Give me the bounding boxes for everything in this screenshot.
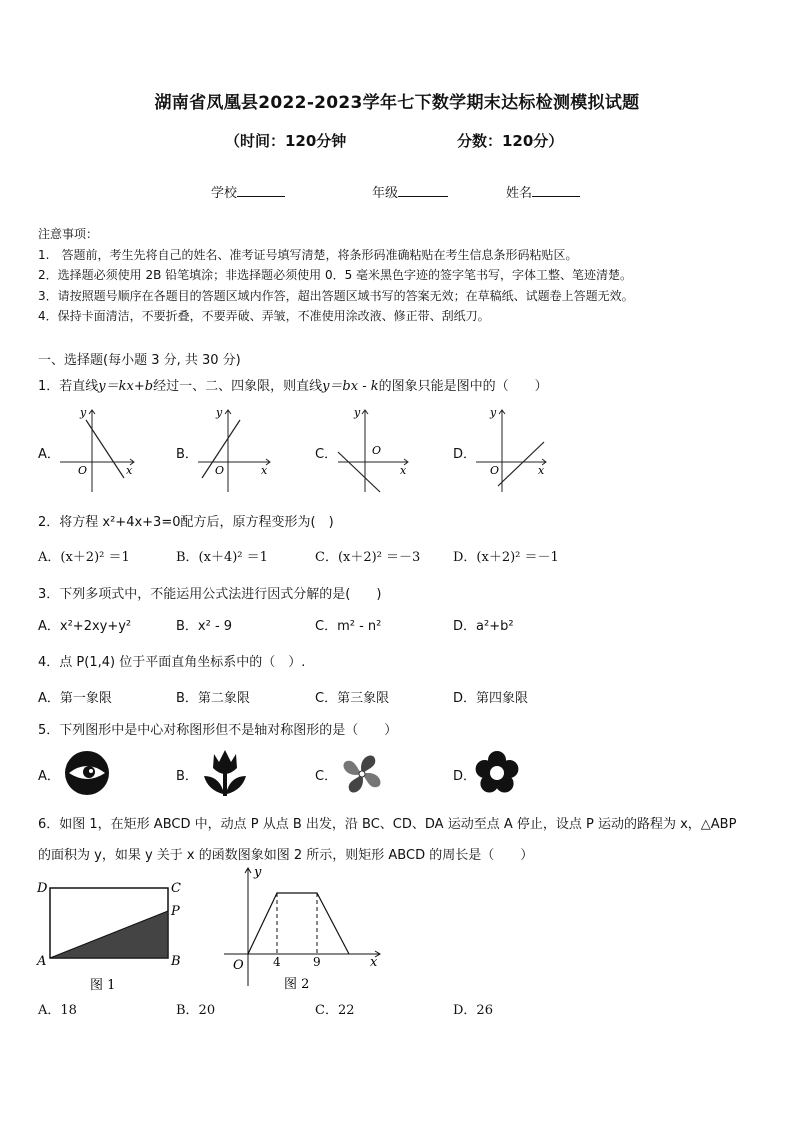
notice-heading: 注意事项：	[38, 227, 99, 241]
q6-option-a[interactable]: A．18	[38, 1003, 77, 1018]
q1-b-x-label: x	[261, 464, 268, 477]
q4-option-d[interactable]: D．第四象限	[453, 691, 529, 706]
question-4: 4．点 P(1,4) 位于平面直角坐标系中的（ ）.	[38, 655, 306, 670]
q1-c-y-label: y	[354, 406, 361, 419]
page-title: 湖南省凤凰县2022-2023学年七下数学期末达标检测模拟试题	[154, 93, 640, 113]
q1-graph-a[interactable]	[60, 404, 140, 494]
grade-blank[interactable]	[398, 184, 448, 197]
q2-option-c[interactable]: C．(x＋2)² ＝－3	[315, 550, 421, 565]
q2-option-b[interactable]: B．(x＋4)² ＝1	[176, 550, 268, 565]
exam-score: 分数：120分）	[457, 132, 564, 150]
q1-a-origin: O	[78, 464, 88, 477]
grade-field	[372, 182, 448, 201]
q6-fig2-y-label: y	[254, 865, 262, 880]
q2-option-a[interactable]: A．(x＋2)² ＝1	[38, 550, 130, 565]
q6-fig2-x-label: x	[370, 955, 378, 970]
q5-option-c-label[interactable]: C．	[315, 769, 338, 784]
q6-figure-2-caption: 图 2	[284, 977, 310, 992]
q1-equation-1: y＝kx+b	[98, 379, 154, 394]
q6-option-b[interactable]: B．20	[176, 1003, 216, 1018]
school-blank[interactable]	[237, 184, 285, 197]
q3-option-d[interactable]: D．a²+b²	[453, 619, 514, 634]
notice-item: 1. 答题前，考生先将自己的姓名、准考证号填写清楚，将条形码准确粘贴在考生信息条形码粘贴区。	[38, 248, 578, 262]
q1-option-b-label[interactable]: B．	[176, 447, 198, 462]
q4-option-b[interactable]: B．第二象限	[176, 691, 250, 706]
q2-option-d[interactable]: D．(x＋2)² ＝－1	[453, 550, 559, 565]
q1-option-d-label[interactable]: D．	[453, 447, 477, 462]
q1-d-x-label: x	[538, 464, 545, 477]
name-label: 姓名	[506, 186, 533, 201]
q1-text-mid: 经过一、二、四象限，则直线	[153, 379, 323, 394]
question-5: 5．下列图形中是中心对称图形但不是轴对称图形的是（ ）	[38, 723, 398, 738]
q6-figure-2	[224, 862, 389, 996]
q5-option-b-label[interactable]: B．	[176, 769, 198, 784]
q5-figure-a-icon[interactable]	[63, 749, 111, 797]
q6-label-b: B	[171, 954, 181, 969]
q6-option-d[interactable]: D．26	[453, 1003, 493, 1018]
q1-equation-2: y＝bx - k	[322, 379, 379, 394]
q1-c-x-label: x	[400, 464, 407, 477]
school-field	[211, 182, 285, 201]
q1-d-origin: O	[490, 464, 500, 477]
q6-figure-1-caption: 图 1	[90, 978, 116, 993]
school-label: 学校	[211, 186, 238, 201]
q1-graph-c[interactable]	[334, 404, 414, 494]
q6-fig2-tick-9: 9	[313, 955, 321, 969]
q3-option-a[interactable]: A．x²+2xy+y²	[38, 619, 132, 634]
q1-b-origin: O	[215, 464, 225, 477]
q1-b-y-label: y	[216, 406, 223, 419]
q1-a-x-label: x	[126, 464, 133, 477]
q6-fig2-origin: O	[233, 958, 244, 973]
question-6-line-2: 的面积为 y，如果 y 关于 x 的函数图象如图 2 所示，则矩形 ABCD 的周长是（ ）	[38, 848, 534, 863]
q6-option-c[interactable]: C．22	[315, 1003, 355, 1018]
q1-option-a-label[interactable]: A．	[38, 447, 60, 462]
name-blank[interactable]	[532, 184, 580, 197]
question-3: 3．下列多项式中，不能运用公式法进行因式分解的是( )	[38, 587, 382, 602]
q1-d-y-label: y	[490, 406, 497, 419]
q6-fig2-tick-4: 4	[273, 955, 281, 969]
q1-graph-d[interactable]	[472, 404, 552, 494]
q5-option-d-label[interactable]: D．	[453, 769, 477, 784]
q6-label-p: P	[171, 904, 180, 919]
q3-option-c[interactable]: C．m² - n²	[315, 619, 382, 634]
q5-figure-d-icon[interactable]	[475, 751, 519, 795]
q1-c-origin: O	[372, 444, 382, 457]
q4-option-a[interactable]: A．第一象限	[38, 691, 112, 706]
q4-option-c[interactable]: C．第三象限	[315, 691, 390, 706]
exam-time: （时间：120分钟	[225, 132, 347, 150]
q5-figure-c-icon[interactable]	[337, 749, 387, 799]
q1-option-c-label[interactable]: C．	[315, 447, 338, 462]
name-field	[506, 182, 580, 201]
notice-item: 3．请按照题号顺序在各题目的答题区域内作答，超出答题区域书写的答案无效；在草稿纸、试题卷上答题无效。	[38, 289, 634, 303]
question-2: 2．将方程 x²+4x+3=0配方后，原方程变形为( )	[38, 515, 334, 530]
q5-figure-b-icon[interactable]	[200, 746, 250, 798]
notice-item: 2．选择题必须使用 2B 铅笔填涂；非选择题必须使用 0．5 毫米黑色字迹的签字笔书写，字体工整、笔迹清楚。	[38, 268, 633, 282]
grade-label: 年级	[372, 186, 399, 201]
q1-a-y-label: y	[80, 406, 87, 419]
question-1	[38, 375, 548, 394]
q6-label-a: A	[37, 954, 47, 969]
q1-text-pre: 1．若直线	[38, 379, 99, 394]
q6-label-d: D	[37, 881, 48, 896]
q3-option-b[interactable]: B．x² - 9	[176, 619, 233, 634]
notice-item: 4．保持卡面清洁，不要折叠，不要弄破、弄皱，不准使用涂改液、修正带、刮纸刀。	[38, 309, 490, 323]
q6-figure-1	[34, 878, 194, 996]
q1-text-post: 的图象只能是图中的（ ）	[378, 379, 548, 394]
q6-label-c: C	[171, 881, 181, 896]
question-6-line-1: 6．如图 1，在矩形 ABCD 中，动点 P 从点 B 出发，沿 BC、CD、DA 运动至点 A 停止，设点 P 运动的路程为 x，△ABP	[38, 817, 737, 832]
q1-graph-b[interactable]	[198, 404, 278, 494]
section-title: 一、选择题(每小题 3 分, 共 30 分)	[38, 353, 241, 368]
q5-option-a-label[interactable]: A．	[38, 769, 60, 784]
